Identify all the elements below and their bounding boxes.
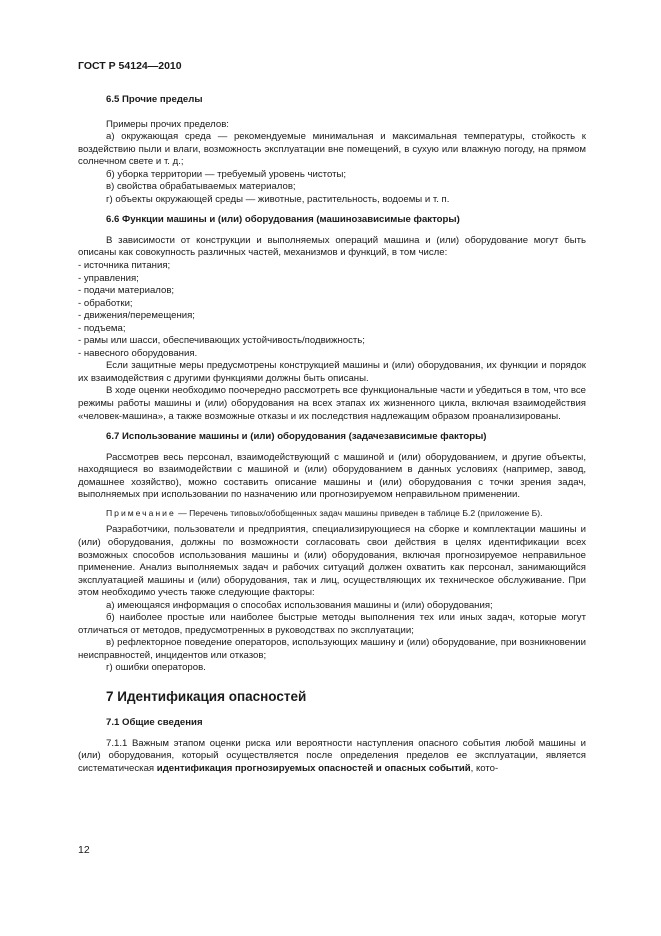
list-item: - навесного оборудования. bbox=[78, 347, 198, 359]
emphasis-text: идентификация прогнозируемых опасностей и опасных событий bbox=[156, 762, 471, 774]
paragraph: Примеры прочих пределов: bbox=[106, 118, 229, 130]
list-item: в) рефлекторное поведение операторов, использующих машину и (или) оборудование, при возникновении неисправностей, инцидентов или отказов; bbox=[78, 637, 586, 661]
page-body bbox=[78, 94, 586, 775]
note-label: Примечание bbox=[106, 507, 176, 518]
paragraph bbox=[78, 738, 586, 776]
paragraph-text-end: , кото- bbox=[470, 762, 499, 774]
list-item: а) имеющаяся информация о способах использования машины и (или) оборудования; bbox=[106, 599, 493, 611]
paragraph: Разработчики, пользователи и предприятия, специализирующиеся на сборке и комплектации машины и (или) оборудования, должны по возможности согласовать свои действия в целях идентификации всех возможных способов использования машины и (или) оборудования, включая прогнозируемое неправильное применение. Анализ выполняемых задач и рабочих ситуаций должен охватить как персонал, занимающийся эксплуатацией машины и (или) оборудования, так и лиц, осуществляющих их техническое обслуживание. При этом необходимо учесть также следующие факторы: bbox=[78, 524, 586, 599]
section-heading-6-7: 6.7 Использование машины и (или) оборудования (задачезависимые факторы) bbox=[106, 431, 487, 443]
list-item: - подъема; bbox=[78, 322, 126, 334]
paragraph-text: 7.1.1 Важным этапом оценки риска или вероятности наступления опасного события любой машины и (или) оборудования, который осуществляется после определения пределов ее эксплуатации, является систематическая bbox=[78, 737, 586, 774]
list-item: - движения/перемещения; bbox=[78, 310, 195, 322]
section-heading-7-1: 7.1 Общие сведения bbox=[106, 716, 203, 728]
paragraph: Если защитные меры предусмотрены конструкцией машины и (или) оборудования, их функции и порядок их взаимодействия с другими функциями должны быть описаны. bbox=[78, 360, 586, 384]
list-item: - источника питания; bbox=[78, 260, 171, 272]
paragraph: Рассмотрев весь персонал, взаимодействующий с машиной и (или) оборудованием, и другие объекты, находящиеся во взаимодействии с машиной и (или) оборудованием в данных условиях (например, завод, домашнее хозяйство), можно составить описание машины и (или) оборудования с точки зрения задач, выполняемых при использовании по назначению или прогнозируемом неправильном применении. bbox=[78, 451, 586, 501]
list-item: - рамы или шасси, обеспечивающих устойчивость/подвижность; bbox=[78, 335, 365, 347]
section-heading-6-5: 6.5 Прочие пределы bbox=[106, 94, 203, 105]
list-item: б) уборка территории — требуемый уровень чистоты; bbox=[106, 168, 347, 180]
page-number: 12 bbox=[78, 844, 90, 856]
list-item: г) ошибки операторов. bbox=[106, 662, 206, 674]
list-item: г) объекты окружающей среды — животные, растительность, водоемы и т. п. bbox=[106, 193, 450, 205]
paragraph: В зависимости от конструкции и выполняемых операций машина и (или) оборудование могут быть описаны как совокупность различных частей, механизмов и функций, в том числе: bbox=[78, 234, 586, 259]
note-text: — Перечень типовых/обобщенных задач машины приведен в таблице Б.2 (приложение Б). bbox=[175, 507, 543, 518]
list-item: - обработки; bbox=[78, 297, 133, 309]
paragraph: В ходе оценки необходимо поочередно рассмотреть все функциональные части и убедиться в том, что все режимы работы машины и (или) оборудования на всех этапах их жизненного цикла, включая взаимодействия «человек-машина», а также возможные отказы и их последствия надлежащим образом проанализированы. bbox=[78, 385, 586, 422]
note bbox=[78, 507, 586, 520]
document-header: ГОСТ Р 54124—2010 bbox=[78, 60, 182, 72]
list-item: в) свойства обрабатываемых материалов; bbox=[106, 181, 296, 193]
section-heading-6-6: 6.6 Функции машины и (или) оборудования (машинозависимые факторы) bbox=[106, 214, 460, 226]
chapter-heading-7: 7 Идентификация опасностей bbox=[106, 688, 307, 704]
list-item: - подачи материалов; bbox=[78, 285, 175, 297]
list-item: б) наиболее простые или наиболее быстрые методы выполнения тех или иных задач, которые могут отличаться от методов, предусмотренных в руководствах по эксплуатации; bbox=[78, 612, 586, 636]
list-item: а) окружающая среда — рекомендуемые минимальная и максимальная температуры, стойкость к воздействию пыли и влаги, возможность эксплуатации вне помещений, в сухую или влажную погоду, на прямом солнечном свете и т. д.; bbox=[78, 131, 586, 168]
list-item: - управления; bbox=[78, 272, 139, 284]
